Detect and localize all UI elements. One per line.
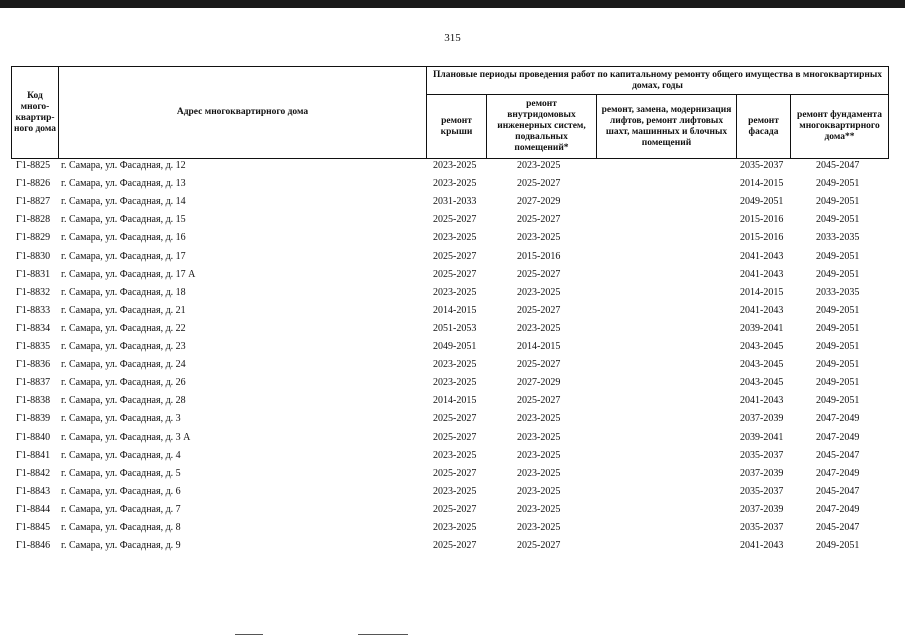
cell-address: г. Самара, ул. Фасадная, д. 3 А: [61, 431, 191, 443]
cell-code: Г1-8833: [16, 304, 51, 316]
page-number: 315: [444, 32, 461, 44]
header-roof: ремонт крыши: [440, 115, 473, 137]
header-foundation: ремонт фундамента многоквартирного дома**: [797, 110, 882, 142]
cell-code: Г1-8845: [16, 522, 51, 533]
cell-engineering: 2025-2027: [517, 178, 561, 190]
header-border-right: [888, 66, 889, 159]
cell-engineering: 2023-2025: [517, 413, 561, 425]
cell-engineering: 2025-2027: [517, 540, 561, 552]
table-row: [11, 195, 889, 213]
cell-address: г. Самара, ул. Фасадная, д. 7: [61, 503, 181, 515]
cell-engineering: 2025-2027: [517, 359, 561, 371]
cell-address: г. Самара, ул. Фасадная, д. 21: [61, 304, 186, 316]
scan-footer-mark: [235, 634, 263, 635]
header-code: Код много-квартир-ного дома: [14, 90, 56, 134]
scan-top-border: [0, 0, 905, 8]
cell-roof: 2025-2027: [433, 431, 477, 443]
cell-engineering: 2025-2027: [517, 214, 561, 226]
cell-foundation: 2049-2051: [816, 395, 860, 407]
cell-address: г. Самара, ул. Фасадная, д. 24: [61, 359, 186, 371]
cell-roof: 2023-2025: [433, 178, 477, 190]
cell-address: г. Самара, ул. Фасадная, д. 14: [61, 196, 186, 208]
cell-facade: 2049-2051: [740, 196, 784, 208]
cell-roof: 2051-2053: [433, 322, 477, 334]
table-row: [11, 521, 889, 539]
cell-foundation: 2045-2047: [816, 160, 860, 171]
cell-facade: 2014-2015: [740, 286, 784, 298]
table-row: [11, 394, 889, 412]
cell-code: Г1-8827: [16, 196, 51, 208]
cell-code: Г1-8841: [16, 449, 51, 461]
cell-address: г. Самара, ул. Фасадная, д. 17 А: [61, 268, 196, 280]
cell-address: г. Самара, ул. Фасадная, д. 23: [61, 341, 186, 352]
cell-address: г. Самара, ул. Фасадная, д. 8: [61, 522, 181, 533]
cell-roof: 2025-2027: [433, 413, 477, 425]
cell-engineering: 2023-2025: [517, 503, 561, 515]
cell-engineering: 2025-2027: [517, 268, 561, 280]
cell-engineering: 2014-2015: [517, 341, 561, 352]
cell-facade: 2015-2016: [740, 214, 784, 226]
cell-roof: 2023-2025: [433, 160, 477, 171]
cell-code: Г1-8834: [16, 322, 51, 334]
cell-code: Г1-8832: [16, 286, 51, 298]
cell-foundation: 2049-2051: [816, 377, 860, 389]
table-row: [11, 449, 889, 467]
cell-code: Г1-8830: [16, 250, 51, 262]
table-row: [11, 412, 889, 430]
cell-foundation: 2033-2035: [816, 286, 860, 298]
table-row: [11, 340, 889, 358]
cell-foundation: 2047-2049: [816, 431, 860, 443]
header-address: Адрес многоквартирного дома: [176, 107, 309, 117]
cell-engineering: 2023-2025: [517, 449, 561, 461]
cell-code: Г1-8835: [16, 341, 51, 352]
cell-engineering: 2015-2016: [517, 250, 561, 262]
cell-code: Г1-8846: [16, 540, 51, 552]
cell-address: г. Самара, ул. Фасадная, д. 6: [61, 485, 181, 497]
table-row: [11, 231, 889, 249]
cell-roof: 2025-2027: [433, 250, 477, 262]
cell-address: г. Самара, ул. Фасадная, д. 3: [61, 413, 181, 425]
cell-roof: 2023-2025: [433, 522, 477, 533]
cell-code: Г1-8828: [16, 214, 51, 226]
cell-facade: 2043-2045: [740, 341, 784, 352]
cell-foundation: 2049-2051: [816, 214, 860, 226]
cell-facade: 2039-2041: [740, 431, 784, 443]
cell-roof: 2025-2027: [433, 503, 477, 515]
cell-roof: 2031-2033: [433, 196, 477, 208]
cell-facade: 2035-2037: [740, 449, 784, 461]
table-row: [11, 286, 889, 304]
cell-code: Г1-8844: [16, 503, 51, 515]
cell-code: Г1-8825: [16, 160, 51, 171]
cell-facade: 2041-2043: [740, 395, 784, 407]
header-facade: ремонт фасада: [748, 115, 779, 137]
cell-foundation: 2049-2051: [816, 196, 860, 208]
cell-foundation: 2049-2051: [816, 304, 860, 316]
cell-roof: 2023-2025: [433, 359, 477, 371]
cell-code: Г1-8826: [16, 178, 51, 190]
cell-foundation: 2049-2051: [816, 322, 860, 334]
table-row: [11, 213, 889, 231]
cell-foundation: 2049-2051: [816, 341, 860, 352]
cell-code: Г1-8836: [16, 359, 51, 371]
cell-address: г. Самара, ул. Фасадная, д. 5: [61, 467, 181, 479]
cell-code: Г1-8842: [16, 467, 51, 479]
cell-engineering: 2027-2029: [517, 196, 561, 208]
cell-code: Г1-8840: [16, 431, 51, 443]
cell-roof: 2025-2027: [433, 540, 477, 552]
cell-engineering: 2025-2027: [517, 304, 561, 316]
cell-facade: 2043-2045: [740, 359, 784, 371]
cell-facade: 2035-2037: [740, 160, 784, 171]
cell-foundation: 2045-2047: [816, 449, 860, 461]
cell-roof: 2025-2027: [433, 467, 477, 479]
cell-address: г. Самара, ул. Фасадная, д. 15: [61, 214, 186, 226]
cell-facade: 2043-2045: [740, 377, 784, 389]
cell-roof: 2023-2025: [433, 449, 477, 461]
table-row: [11, 159, 889, 177]
cell-code: Г1-8839: [16, 413, 51, 425]
table-row: [11, 322, 889, 340]
cell-foundation: 2047-2049: [816, 413, 860, 425]
cell-facade: 2014-2015: [740, 178, 784, 190]
cell-engineering: 2025-2027: [517, 395, 561, 407]
table-row: [11, 268, 889, 286]
cell-roof: 2023-2025: [433, 485, 477, 497]
cell-address: г. Самара, ул. Фасадная, д. 17: [61, 250, 186, 262]
table-row: [11, 304, 889, 322]
cell-foundation: 2047-2049: [816, 503, 860, 515]
cell-address: г. Самара, ул. Фасадная, д. 12: [61, 160, 186, 171]
cell-roof: 2049-2051: [433, 341, 477, 352]
cell-address: г. Самара, ул. Фасадная, д. 9: [61, 540, 181, 552]
table-row: [11, 431, 889, 449]
table-row: [11, 503, 889, 521]
cell-address: г. Самара, ул. Фасадная, д. 4: [61, 449, 181, 461]
table-row: [11, 485, 889, 503]
header-elevators: ремонт, замена, модернизация лифтов, ремонт лифтовых шахт, машинных и блочных помещений: [601, 104, 732, 148]
cell-roof: 2014-2015: [433, 395, 477, 407]
cell-roof: 2014-2015: [433, 304, 477, 316]
table-row: [11, 539, 889, 557]
table-row: [11, 358, 889, 376]
cell-facade: 2015-2016: [740, 232, 784, 244]
cell-foundation: 2049-2051: [816, 268, 860, 280]
cell-facade: 2039-2041: [740, 322, 784, 334]
cell-engineering: 2023-2025: [517, 485, 561, 497]
header-group: Плановые периоды проведения работ по капитальному ремонту общего имущества в многоквартирных домах, годы: [433, 69, 882, 91]
table-header: [11, 66, 889, 159]
cell-facade: 2037-2039: [740, 503, 784, 515]
cell-engineering: 2023-2025: [517, 322, 561, 334]
cell-foundation: 2049-2051: [816, 178, 860, 190]
cell-facade: 2037-2039: [740, 413, 784, 425]
cell-facade: 2035-2037: [740, 522, 784, 533]
cell-code: Г1-8838: [16, 395, 51, 407]
cell-address: г. Самара, ул. Фасадная, д. 26: [61, 377, 186, 389]
cell-roof: 2023-2025: [433, 232, 477, 244]
cell-foundation: 2049-2051: [816, 540, 860, 552]
scan-footer-mark: [358, 634, 408, 635]
cell-foundation: 2033-2035: [816, 232, 860, 244]
cell-code: Г1-8831: [16, 268, 51, 280]
table-row: [11, 177, 889, 195]
cell-code: Г1-8843: [16, 485, 51, 497]
cell-facade: 2041-2043: [740, 250, 784, 262]
table-row: [11, 376, 889, 394]
cell-roof: 2023-2025: [433, 377, 477, 389]
cell-code: Г1-8837: [16, 377, 51, 389]
cell-engineering: 2023-2025: [517, 232, 561, 244]
cell-address: г. Самара, ул. Фасадная, д. 28: [61, 395, 186, 407]
cell-address: г. Самара, ул. Фасадная, д. 22: [61, 322, 186, 334]
cell-foundation: 2045-2047: [816, 522, 860, 533]
cell-address: г. Самара, ул. Фасадная, д. 18: [61, 286, 186, 298]
cell-roof: 2023-2025: [433, 286, 477, 298]
cell-engineering: 2027-2029: [517, 377, 561, 389]
cell-facade: 2037-2039: [740, 467, 784, 479]
cell-engineering: 2023-2025: [517, 160, 561, 171]
cell-facade: 2041-2043: [740, 268, 784, 280]
table-row: [11, 250, 889, 268]
cell-facade: 2041-2043: [740, 540, 784, 552]
cell-address: г. Самара, ул. Фасадная, д. 16: [61, 232, 186, 244]
table-row: [11, 467, 889, 485]
cell-engineering: 2023-2025: [517, 431, 561, 443]
cell-foundation: 2045-2047: [816, 485, 860, 497]
cell-foundation: 2049-2051: [816, 250, 860, 262]
cell-roof: 2025-2027: [433, 214, 477, 226]
cell-engineering: 2023-2025: [517, 467, 561, 479]
header-engineering: ремонт внутридомовых инженерных систем, подвальных помещений*: [497, 99, 586, 153]
cell-facade: 2041-2043: [740, 304, 784, 316]
cell-foundation: 2049-2051: [816, 359, 860, 371]
cell-facade: 2035-2037: [740, 485, 784, 497]
cell-code: Г1-8829: [16, 232, 51, 244]
cell-address: г. Самара, ул. Фасадная, д. 13: [61, 178, 186, 190]
cell-engineering: 2023-2025: [517, 522, 561, 533]
cell-foundation: 2047-2049: [816, 467, 860, 479]
cell-roof: 2025-2027: [433, 268, 477, 280]
cell-engineering: 2023-2025: [517, 286, 561, 298]
